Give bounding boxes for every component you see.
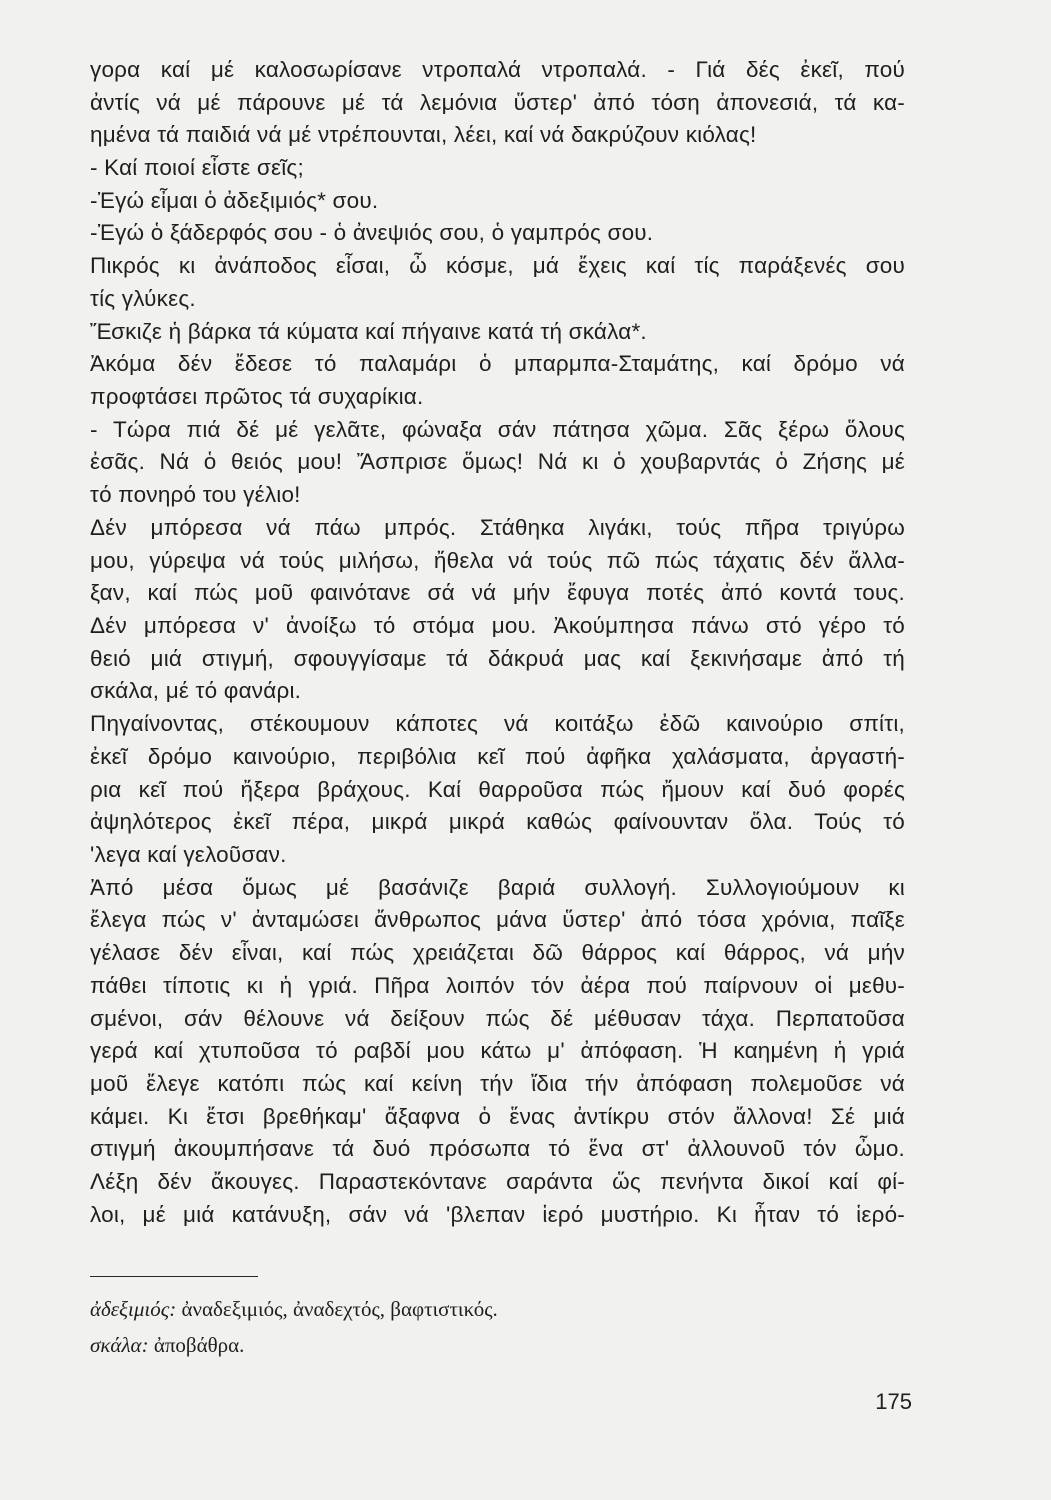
text-line: Πικρός κι ἀνάποδος εἶσαι, ὦ κόσμε, μά ἔχεις καί τίς παράξενές σου [90, 253, 905, 278]
text-line: πάθει τίποτις κι ἡ γριά. Πῆρα λοιπόν τόν ἀέρα πού παίρνουν οἱ μεθυ- [90, 973, 905, 998]
text-line: γερά καί χτυποῦσα τό ραβδί μου κάτω μ' ἀπόφαση. Ἡ καημένη ἡ γριά [90, 1038, 905, 1063]
text-line: τίς γλύκες. [90, 286, 196, 311]
text-line: -Ἐγώ ὁ ξάδερφός σου - ὁ ἀνεψιός σου, ὁ γαμπρός σου. [90, 220, 654, 245]
text-line: στιγμή ἀκουμπήσανε τά δυό πρόσωπα τό ἕνα στ' ἀλλουνοῦ τόν ὦμο. [90, 1136, 905, 1161]
footnote-definition: ἀναδεξιμιός, ἀναδεχτός, βαφτιστικός. [176, 1297, 498, 1321]
text-line: ἀψηλότερος ἐκεῖ πέρα, μικρά μικρά καθώς φαίνουνταν ὅλα. Τούς τό [90, 809, 905, 834]
text-line: ημένα τά παιδιά νά μέ ντρέπουνται, λέει, καί νά δακρύζουν κιόλας! [90, 122, 757, 147]
text-line: ξαν, καί πώς μοῦ φαινότανε σά νά μήν ἔφυγα ποτές ἀπό κοντά τους. [90, 580, 905, 605]
text-line: Δέν μπόρεσα νά πάω μπρός. Στάθηκα λιγάκι, τούς πῆρα τριγύρω [90, 515, 905, 540]
text-line: γορα καί μέ καλοσωρίσανε ντροπαλά ντροπαλά. - Γιά δές ἐκεῖ, πού [90, 57, 905, 82]
text-line: σκάλα, μέ τό φανάρι. [90, 678, 302, 703]
footnote-term: σκάλα: [90, 1333, 149, 1357]
text-line: Ἀκόμα δέν ἔδεσε τό παλαμάρι ὁ μπαρμπα-Σταμάτης, καί δρόμο νά [90, 351, 905, 376]
text-line: γέλασε δέν εἶναι, καί πώς χρειάζεται δῶ θάρρος καί θάρρος, νά μήν [90, 940, 905, 965]
text-line: ἐσᾶς. Νά ὁ θειός μου! Ἄσπρισε ὅμως! Νά κι ὁ χουβαρντάς ὁ Ζήσης μέ [90, 449, 905, 474]
footnote [90, 1331, 244, 1359]
text-line: Ἀπό μέσα ὅμως μέ βασάνιζε βαριά συλλογή. Συλλογιούμουν κι [90, 875, 905, 900]
text-line: σμένοι, σάν θέλουνε νά δείξουν πώς δέ μέθυσαν τάχα. Περπατοῦσα [90, 1006, 905, 1031]
text-line: ἔλεγα πώς ν' ἀνταμώσει ἄνθρωπος μάνα ὕστερ' ἀπό τόσα χρόνια, παῖξε [90, 907, 905, 932]
text-line: μοῦ ἔλεγε κατόπι πώς καί κείνη τήν ἴδια τήν ἀπόφαση πολεμοῦσε νά [90, 1071, 905, 1096]
text-line: λοι, μέ μιά κατάνυξη, σάν νά 'βλεπαν ἱερό μυστήριο. Κι ἦταν τό ἱερό- [90, 1202, 905, 1227]
text-line: Πηγαίνοντας, στέκουμουν κάποτες νά κοιτάξω ἐδῶ καινούριο σπίτι, [90, 711, 905, 736]
text-line: 'λεγα καί γελοῦσαν. [90, 842, 287, 867]
text-line: κάμει. Κι ἔτσι βρεθήκαμ' ἄξαφνα ὁ ἕνας ἀντίκρυ στόν ἄλλονα! Σέ μιά [90, 1104, 905, 1129]
footnote-separator [90, 1276, 258, 1277]
text-line: Δέν μπόρεσα ν' ἀνοίξω τό στόμα μου. Ἀκούμπησα πάνω στό γέρο τό [90, 613, 905, 638]
footnote [90, 1295, 498, 1323]
text-line: Λέξη δέν ἄκουγες. Παραστεκόντανε σαράντα ὥς πενήντα δικοί καί φί- [90, 1169, 905, 1194]
text-line: τό πονηρό του γέλιο! [90, 482, 301, 507]
text-line: μου, γύρεψα νά τούς μιλήσω, ἤθελα νά τούς πῶ πώς τάχατις δέν ἄλλα- [90, 548, 905, 573]
text-line: προφτάσει πρῶτος τά συχαρίκια. [90, 384, 424, 409]
page-number: 175 [875, 1389, 912, 1414]
text-line: ρια κεῖ πού ἤξερα βράχους. Καί θαρροῦσα πώς ἤμουν καί δυό φορές [90, 777, 905, 802]
text-line: - Τώρα πιά δέ μέ γελᾶτε, φώναξα σάν πάτησα χῶμα. Σᾶς ξέρω ὅλους [90, 417, 905, 442]
text-line: θειό μιά στιγμή, σφουγγίσαμε τά δάκρυά μας καί ξεκινήσαμε ἀπό τή [90, 646, 905, 671]
text-line: ἐκεῖ δρόμο καινούριο, περιβόλια κεῖ πού ἀφῆκα χαλάσματα, ἀργαστή- [90, 744, 905, 769]
text-line: -Ἐγώ εἶμαι ὁ ἀδεξιμιός* σου. [90, 188, 379, 213]
footnote-term: ἀδεξιμιός: [90, 1297, 177, 1321]
text-line: - Καί ποιοί εἶστε σεῖς; [90, 155, 304, 180]
text-line: ἀντίς νά μέ πάρουνε μέ τά λεμόνια ὕστερ' ἀπό τόση ἀπονεσιά, τά κα- [90, 90, 905, 115]
footnote-definition: ἀποβάθρα. [148, 1333, 245, 1357]
text-line: Ἔσκιζε ἡ βάρκα τά κύματα καί πήγαινε κατά τή σκάλα*. [90, 319, 647, 344]
